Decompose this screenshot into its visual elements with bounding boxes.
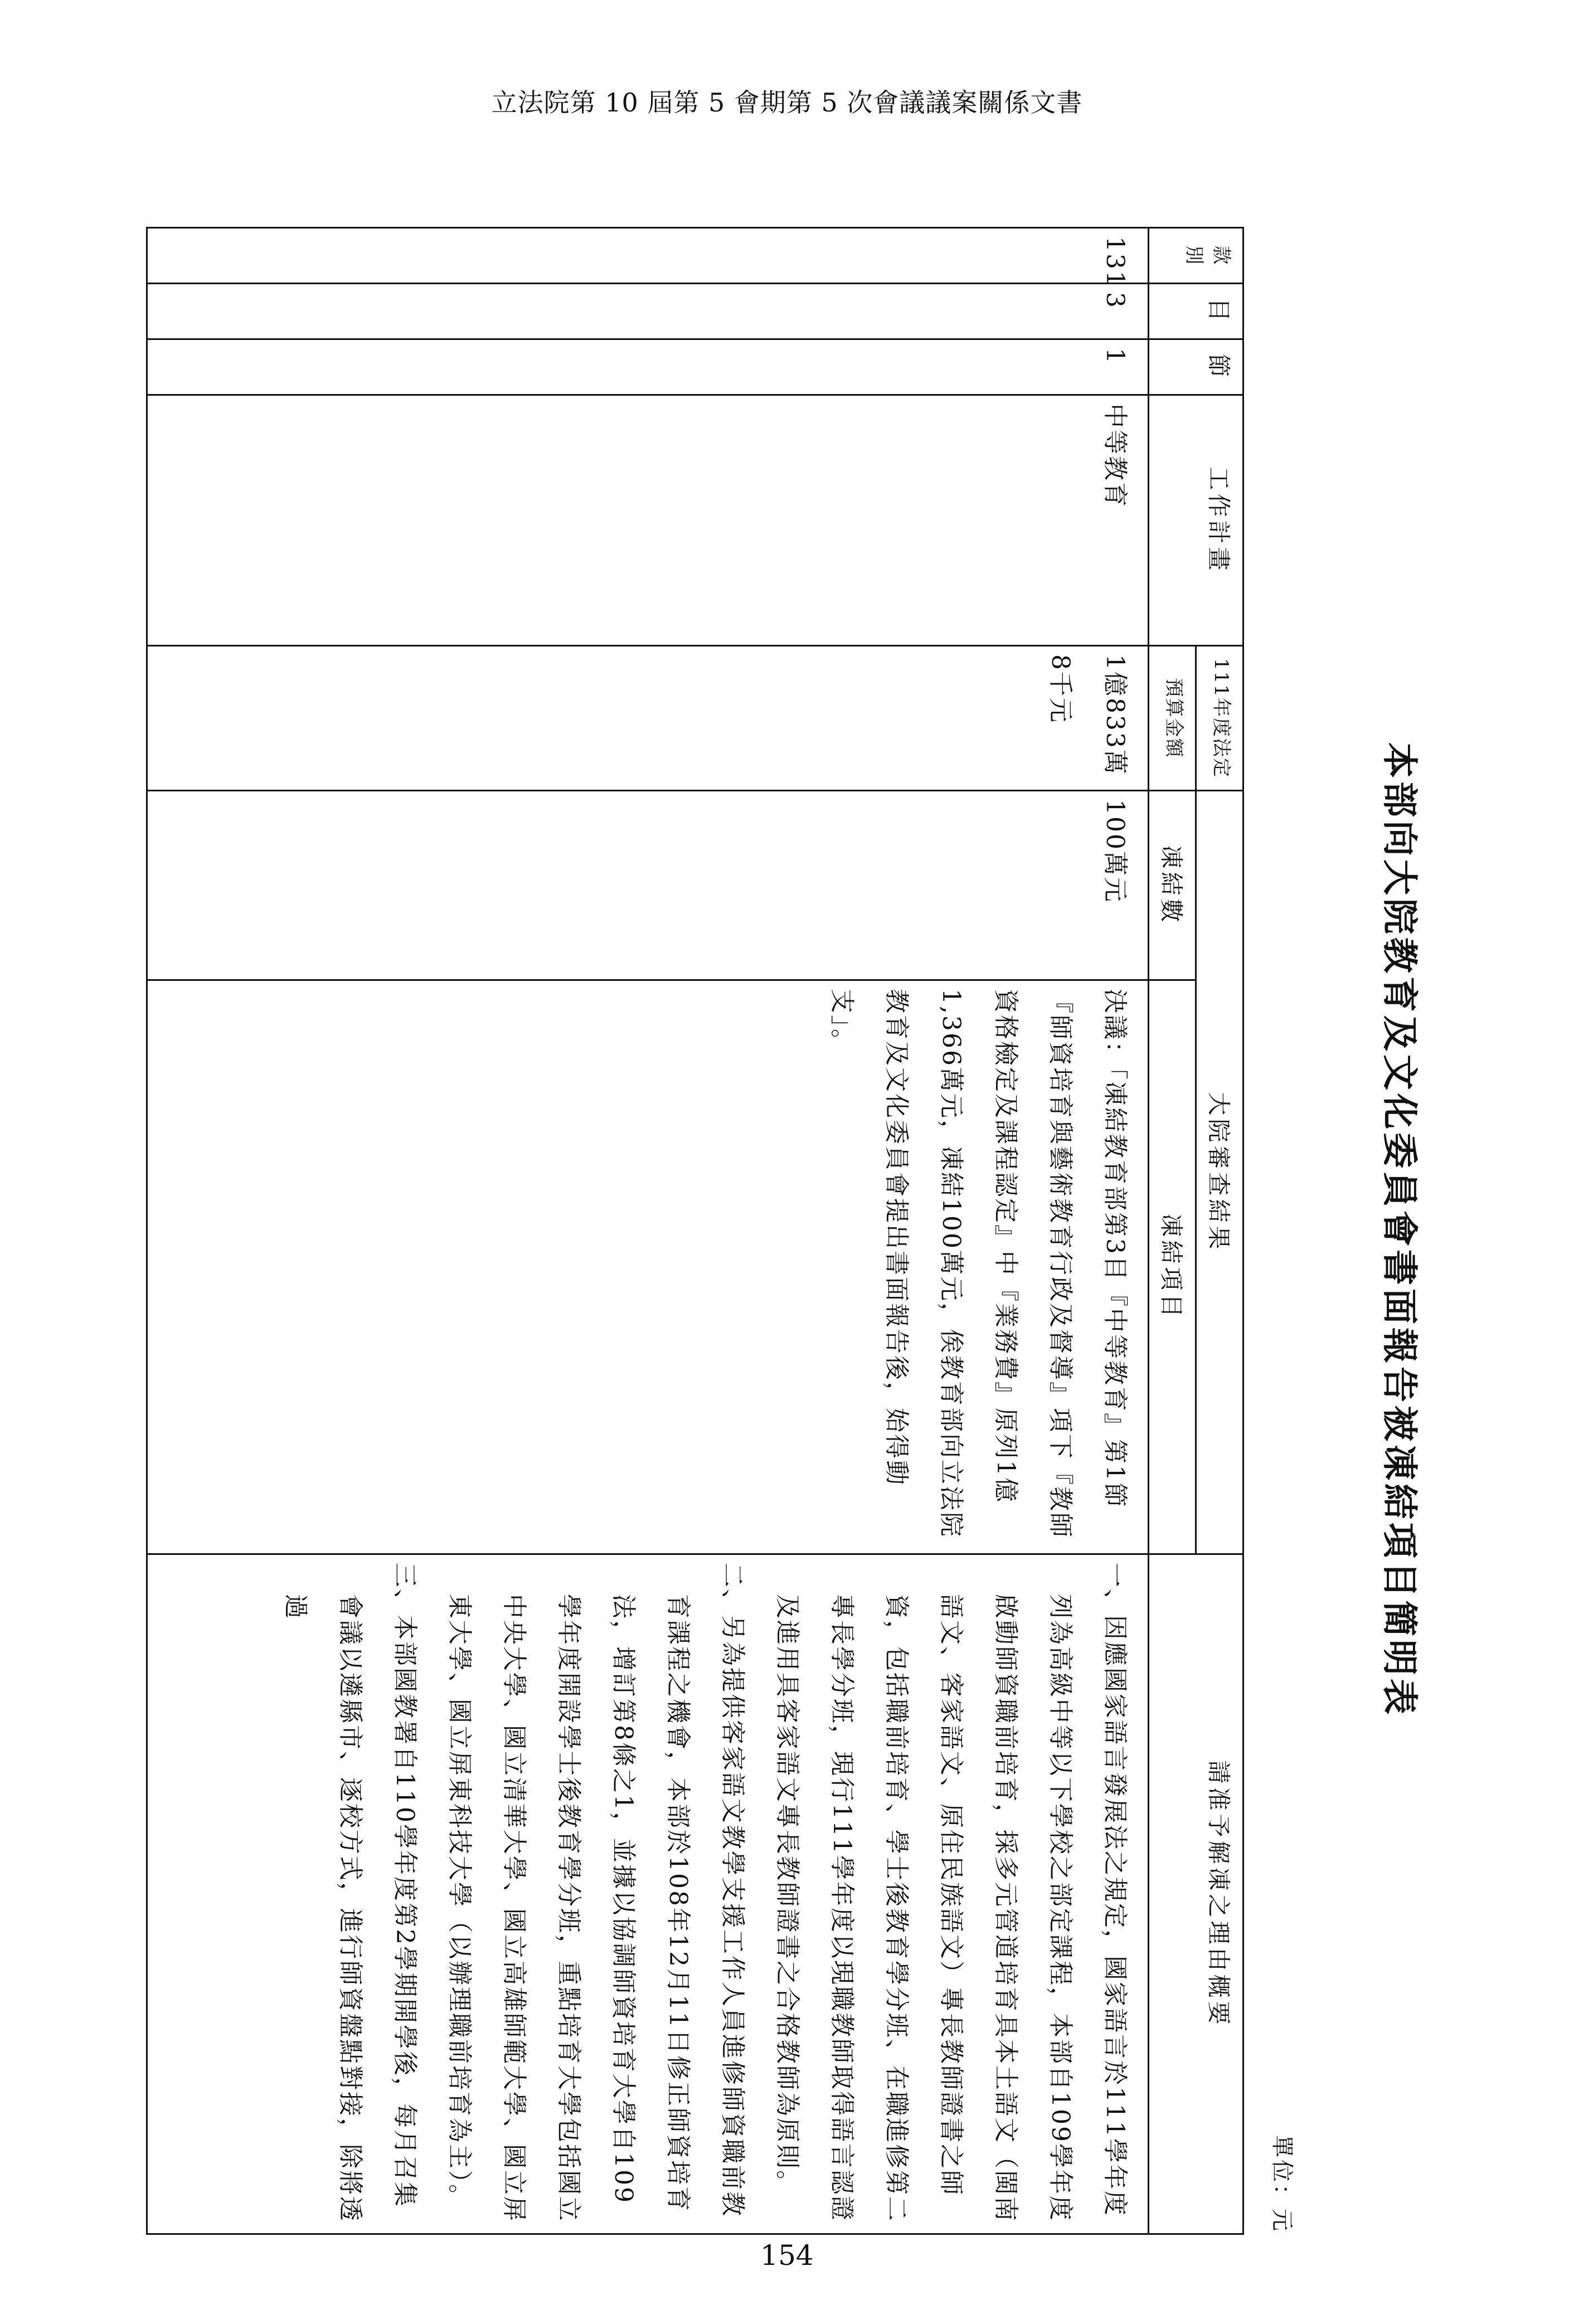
cell-item: 3 bbox=[147, 284, 1149, 339]
header-reason: 請准予解凍之理由概要 bbox=[1149, 1554, 1243, 2234]
reason-item-3: 三、本部國教署自110學年度第2學期開學後，每月召集會議以遴縣市、逐校方式，進行師資盤點對接，除將透過 bbox=[281, 1563, 419, 2223]
cell-frozen-item: 決議：「凍結教育部第3目『中等教育』第1節『師資培育與藝術教育行政及督導』項下『教師資格檢定及課程認定』中『業務費』原列1億1,366萬元，凍結100萬元，俟教育部向立法院教育及文化委員會提出書面報告後，始得動支」。 bbox=[147, 980, 1149, 1554]
page-title: 本部向大院教育及文化委員會書面報告被凍結項目簡明表 bbox=[1378, 742, 1420, 1718]
header-budget-group: 111年度法定 bbox=[1196, 646, 1243, 791]
header-section: 節 bbox=[1149, 339, 1243, 395]
header-budget-amount: 預算金額 bbox=[1149, 646, 1196, 791]
cell-work-plan: 中等教育 bbox=[147, 395, 1149, 646]
header-frozen-amount: 凍結數 bbox=[1149, 791, 1196, 980]
cell-category: 131 bbox=[147, 228, 1149, 284]
header-category: 款別 bbox=[1149, 228, 1243, 284]
document-header: 立法院第 10 屆第 5 會期第 5 次會議議案關係文書 bbox=[491, 87, 1083, 118]
page-number: 154 bbox=[760, 2239, 814, 2272]
cell-budget-amount: 1億833萬8千元 bbox=[147, 646, 1149, 791]
header-item: 目 bbox=[1149, 284, 1243, 339]
header-work-plan: 工作計畫 bbox=[1149, 395, 1243, 646]
header-frozen-item: 凍結項目 bbox=[1149, 980, 1196, 1554]
header-review-group: 大院審查結果 bbox=[1196, 791, 1243, 1554]
reason-item-1: 一、因應國家語言發展法之規定，國家語言於111學年度列為高級中等以下學校之部定課程，本部自109學年度啟動師資職前培育，採多元管道培育具本土語文（閩南語文、客家語文、原住民族語文）專長教師證書之師資，包括職前培育、學士後教育學分班、在職進修第二專長學分班，現行111學年度以現職教師取得語言認證及進用具客家語文專長教師證書之合格教師為原則。 bbox=[773, 1563, 1129, 2223]
table-row bbox=[147, 228, 1149, 2234]
cell-frozen-amount: 100萬元 bbox=[147, 791, 1149, 980]
rotated-page-content bbox=[146, 227, 1428, 2233]
cell-section: 1 bbox=[147, 339, 1149, 395]
cell-reason bbox=[147, 1554, 1149, 2234]
unit-label: 單位：元 bbox=[1269, 2135, 1295, 2233]
reason-item-2: 二、另為提供客家語文教學支援工作人員進修師資職前教育課程之機會，本部於108年12月11日修正師資培育法，增訂第8條之1，並據以協調師資培育大學自109學年度開設學士後教育學分班，重點培育大學包括國立中央大學、國立清華大學、國立高雄師範大學、國立屏東大學、國立屏東科技大學（以辦理職前培育為主）。 bbox=[445, 1563, 747, 2223]
frozen-items-table bbox=[146, 227, 1244, 2235]
